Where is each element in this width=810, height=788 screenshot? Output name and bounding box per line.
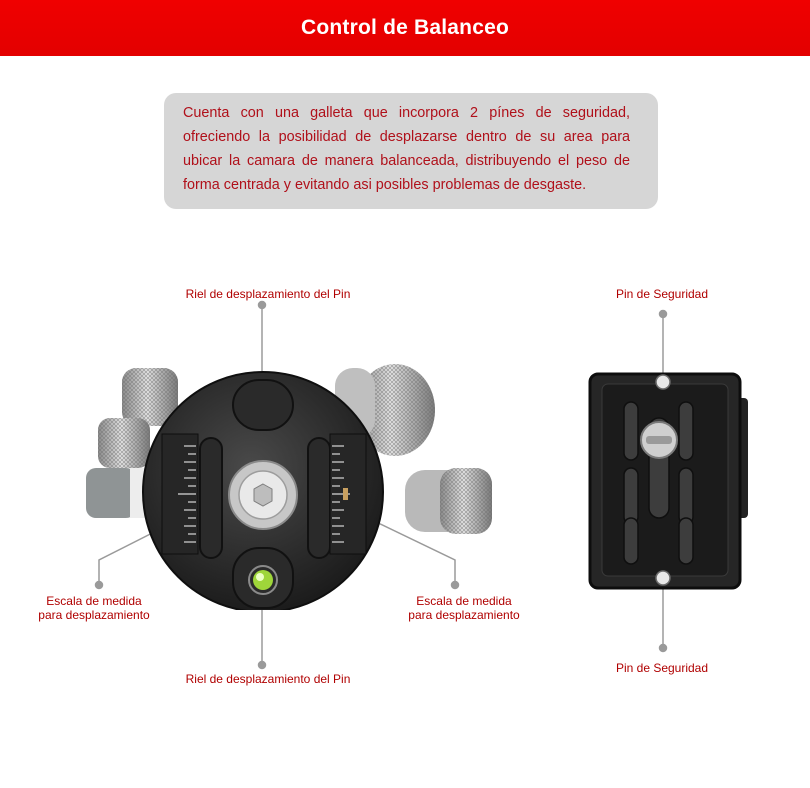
description-text: Cuenta con una galleta que incorpora 2 pínes de seguridad, ofreciendo la posibilidad de desplazarse dentro de su area para ubicar la camara de manera balanceada, distribuyendo el peso de forma centrada y evitando asi posibles problemas de desgaste.: [183, 105, 630, 193]
plate-slot: [679, 402, 693, 460]
plate-slot: [624, 518, 638, 564]
leader-dot-rail-bottom: [259, 662, 266, 669]
label-pin-bottom: Pin de Seguridad: [615, 661, 709, 675]
safety-pin-top: [656, 375, 670, 389]
page-title: Control de Balanceo: [301, 16, 509, 39]
bubble-level: [249, 566, 277, 594]
clamp-illustration: [80, 350, 500, 610]
plate-illustration: [584, 368, 750, 594]
knob-right: [405, 468, 492, 534]
leader-dot-pin-bottom: [660, 645, 667, 652]
plate-slot: [624, 468, 638, 524]
side-slot-right: [308, 438, 330, 558]
label-rail-top: Riel de desplazamiento del Pin: [185, 287, 351, 301]
label-scale-right-line2: para desplazamiento: [408, 608, 520, 622]
label-scale-right-line1: Escala de medida: [416, 594, 512, 608]
knob-left-small: [86, 468, 146, 518]
label-rail-bottom: Riel de desplazamiento del Pin: [185, 672, 351, 686]
plate-slot: [679, 468, 693, 524]
plate-screw: [641, 422, 677, 458]
label-pin-top: Pin de Seguridad: [615, 287, 709, 301]
scale-left: [162, 434, 198, 554]
side-slot-left: [200, 438, 222, 558]
center-screw: [229, 461, 297, 529]
pin-rail-top: [233, 380, 293, 430]
leader-dot-pin-top: [660, 311, 667, 318]
label-scale-right: [408, 594, 519, 622]
plate-slot: [624, 402, 638, 460]
leader-dot-rail-top: [259, 302, 266, 309]
scale-right: [330, 434, 366, 554]
safety-pin-bottom: [656, 571, 670, 585]
label-scale-left-line1: Escala de medida: [46, 594, 142, 608]
plate-slot: [679, 518, 693, 564]
label-scale-left-line2: para desplazamiento: [38, 608, 150, 622]
label-scale-left: [38, 594, 149, 622]
knob-left: [98, 418, 150, 468]
